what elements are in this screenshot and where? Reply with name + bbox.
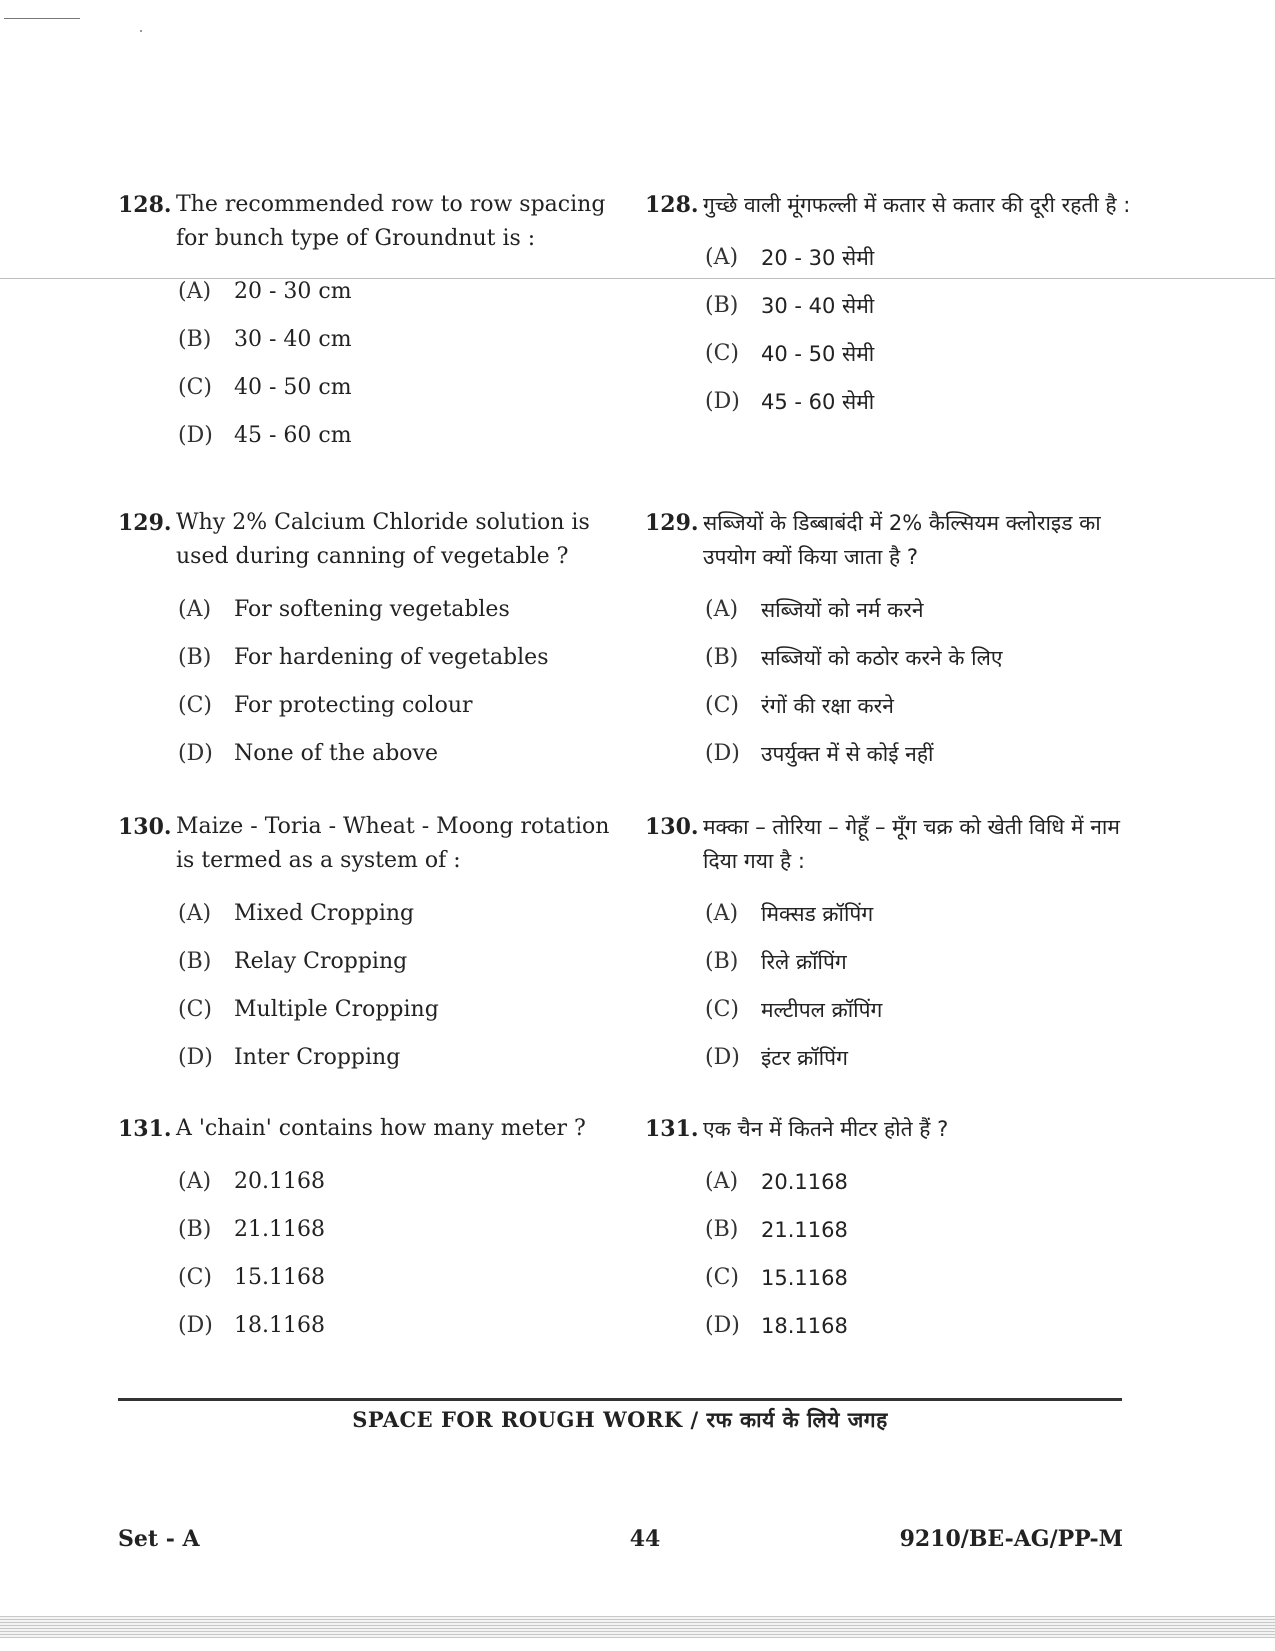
question-128-en: [118, 188, 618, 460]
option-letter: (C): [178, 693, 212, 718]
question-129-en: [118, 506, 618, 778]
question-number: 131.: [118, 1116, 172, 1142]
question-text: Why 2% Calcium Chloride solution is used during canning of vegetable ?: [176, 510, 590, 569]
question-130-hi: [645, 810, 1145, 1082]
option-c: [645, 682, 1145, 730]
option-text: मिक्सड क्रॉपिंग: [761, 902, 874, 926]
question-number: 128.: [645, 192, 699, 218]
option-letter: (D): [178, 423, 213, 448]
scan-bottom-band: [0, 1616, 1275, 1638]
option-b: [118, 634, 618, 682]
question-text: The recommended row to row spacing for bunch type of Groundnut is :: [176, 192, 606, 251]
option-letter: (A): [705, 1169, 739, 1194]
option-letter: (B): [178, 1217, 212, 1242]
question-text: गुच्छे वाली मूंगफल्ली में कतार से कतार की दूरी रहती है :: [703, 193, 1131, 217]
question-number: 129.: [118, 510, 172, 536]
scan-artifact-mark: [4, 18, 80, 19]
option-c: [118, 682, 618, 730]
option-text: For hardening of vegetables: [234, 645, 549, 670]
option-list: [118, 890, 618, 1082]
option-text: सब्जियों को नर्म करने: [761, 598, 924, 622]
option-text: Relay Cropping: [234, 949, 408, 974]
option-letter: (A): [178, 901, 212, 926]
option-letter: (D): [178, 1313, 213, 1338]
option-text: For softening vegetables: [234, 597, 510, 622]
question-text: सब्जियों के डिब्बाबंदी में 2% कैल्सियम क्लोराइड का उपयोग क्यों किया जाता है ?: [703, 511, 1101, 569]
question-129-hi: [645, 506, 1145, 778]
option-c: [645, 330, 1145, 378]
option-letter: (D): [178, 741, 213, 766]
option-b: [118, 1206, 618, 1254]
question-131-hi: [645, 1112, 1145, 1350]
option-a: [645, 890, 1145, 938]
option-text: 20.1168: [234, 1169, 325, 1194]
question-text: एक चैन में कितने मीटर होते हैं ?: [703, 1117, 949, 1141]
rough-work-divider: [118, 1398, 1122, 1401]
option-text: None of the above: [234, 741, 438, 766]
option-letter: (D): [705, 389, 740, 414]
question-131-en: [118, 1112, 618, 1350]
scan-artifact-dot: [140, 30, 142, 32]
question-text: Maize - Toria - Wheat - Moong rotation is termed as a system of :: [176, 814, 610, 873]
option-text: 18.1168: [761, 1314, 848, 1338]
option-letter: (C): [178, 997, 212, 1022]
option-text: Mixed Cropping: [234, 901, 415, 926]
question-number: 131.: [645, 1116, 699, 1142]
option-list: [118, 268, 618, 460]
option-letter: (B): [705, 1217, 739, 1242]
option-text: Multiple Cropping: [234, 997, 439, 1022]
option-text: 21.1168: [761, 1218, 848, 1242]
option-text: उपर्युक्त में से कोई नहीं: [761, 742, 934, 766]
option-text: 20 - 30 cm: [234, 279, 352, 304]
option-a: [645, 1158, 1145, 1206]
option-a: [118, 890, 618, 938]
question-number: 130.: [645, 814, 699, 840]
option-b: [645, 938, 1145, 986]
option-c: [118, 986, 618, 1034]
option-d: [118, 1302, 618, 1350]
option-letter: (D): [705, 741, 740, 766]
option-d: [645, 1034, 1145, 1082]
option-letter: (C): [178, 375, 212, 400]
option-text: मल्टीपल क्रॉपिंग: [761, 998, 883, 1022]
question-number: 128.: [118, 192, 172, 218]
question-number: 129.: [645, 510, 699, 536]
question-number: 130.: [118, 814, 172, 840]
option-text: 40 - 50 cm: [234, 375, 352, 400]
option-text: रिले क्रॉपिंग: [761, 950, 847, 974]
option-text: 20 - 30 सेमी: [761, 246, 875, 270]
option-d: [118, 730, 618, 778]
option-c: [645, 986, 1145, 1034]
option-letter: (D): [178, 1045, 213, 1070]
option-letter: (B): [178, 645, 212, 670]
option-text: 20.1168: [761, 1170, 848, 1194]
option-letter: (A): [705, 901, 739, 926]
option-letter: (C): [705, 693, 739, 718]
option-text: Inter Cropping: [234, 1045, 401, 1070]
option-text: 18.1168: [234, 1313, 325, 1338]
option-text: 15.1168: [234, 1265, 325, 1290]
option-a: [118, 268, 618, 316]
option-letter: (B): [705, 293, 739, 318]
option-letter: (B): [178, 949, 212, 974]
option-letter: (D): [705, 1313, 740, 1338]
option-c: [118, 1254, 618, 1302]
rough-work-label: SPACE FOR ROUGH WORK / रफ कार्य के लिये जगह: [352, 1407, 888, 1432]
option-text: 30 - 40 cm: [234, 327, 352, 352]
option-letter: (A): [178, 597, 212, 622]
option-b: [645, 282, 1145, 330]
option-text: 21.1168: [234, 1217, 325, 1242]
option-letter: (C): [705, 997, 739, 1022]
option-list: [118, 1158, 618, 1350]
question-130-en: [118, 810, 618, 1082]
question-128-hi: [645, 188, 1145, 426]
option-d: [645, 730, 1145, 778]
option-a: [645, 586, 1145, 634]
option-b: [645, 634, 1145, 682]
option-a: [645, 234, 1145, 282]
option-list: [645, 234, 1145, 426]
footer-page-number: 44: [629, 1526, 661, 1552]
option-letter: (C): [178, 1265, 212, 1290]
option-d: [645, 1302, 1145, 1350]
option-list: [645, 890, 1145, 1082]
option-text: 45 - 60 cm: [234, 423, 352, 448]
option-letter: (B): [705, 949, 739, 974]
option-text: 15.1168: [761, 1266, 848, 1290]
option-text: रंगों की रक्षा करने: [761, 694, 894, 718]
option-c: [118, 364, 618, 412]
option-text: इंटर क्रॉपिंग: [761, 1046, 848, 1070]
footer-paper-code: 9210/BE-AG/PP-M: [899, 1526, 1123, 1552]
option-text: 30 - 40 सेमी: [761, 294, 875, 318]
option-text: 40 - 50 सेमी: [761, 342, 875, 366]
option-letter: (C): [705, 1265, 739, 1290]
option-text: 45 - 60 सेमी: [761, 390, 875, 414]
option-letter: (B): [705, 645, 739, 670]
option-list: [645, 586, 1145, 778]
option-list: [118, 586, 618, 778]
option-letter: (B): [178, 327, 212, 352]
option-b: [645, 1206, 1145, 1254]
option-letter: (A): [178, 279, 212, 304]
option-letter: (A): [178, 1169, 212, 1194]
option-text: सब्जियों को कठोर करने के लिए: [761, 646, 1003, 670]
option-list: [645, 1158, 1145, 1350]
option-b: [118, 316, 618, 364]
option-c: [645, 1254, 1145, 1302]
option-d: [118, 1034, 618, 1082]
option-letter: (A): [705, 597, 739, 622]
option-letter: (C): [705, 341, 739, 366]
option-b: [118, 938, 618, 986]
option-d: [118, 412, 618, 460]
option-a: [118, 586, 618, 634]
footer-set: Set - A: [118, 1526, 200, 1552]
option-letter: (A): [705, 245, 739, 270]
question-text: A 'chain' contains how many meter ?: [176, 1116, 586, 1141]
option-d: [645, 378, 1145, 426]
option-letter: (D): [705, 1045, 740, 1070]
option-text: For protecting colour: [234, 693, 473, 718]
question-text: मक्का – तोरिया – गेहूँ – मूँग चक्र को खेती विधि में नाम दिया गया है :: [703, 815, 1120, 873]
option-a: [118, 1158, 618, 1206]
